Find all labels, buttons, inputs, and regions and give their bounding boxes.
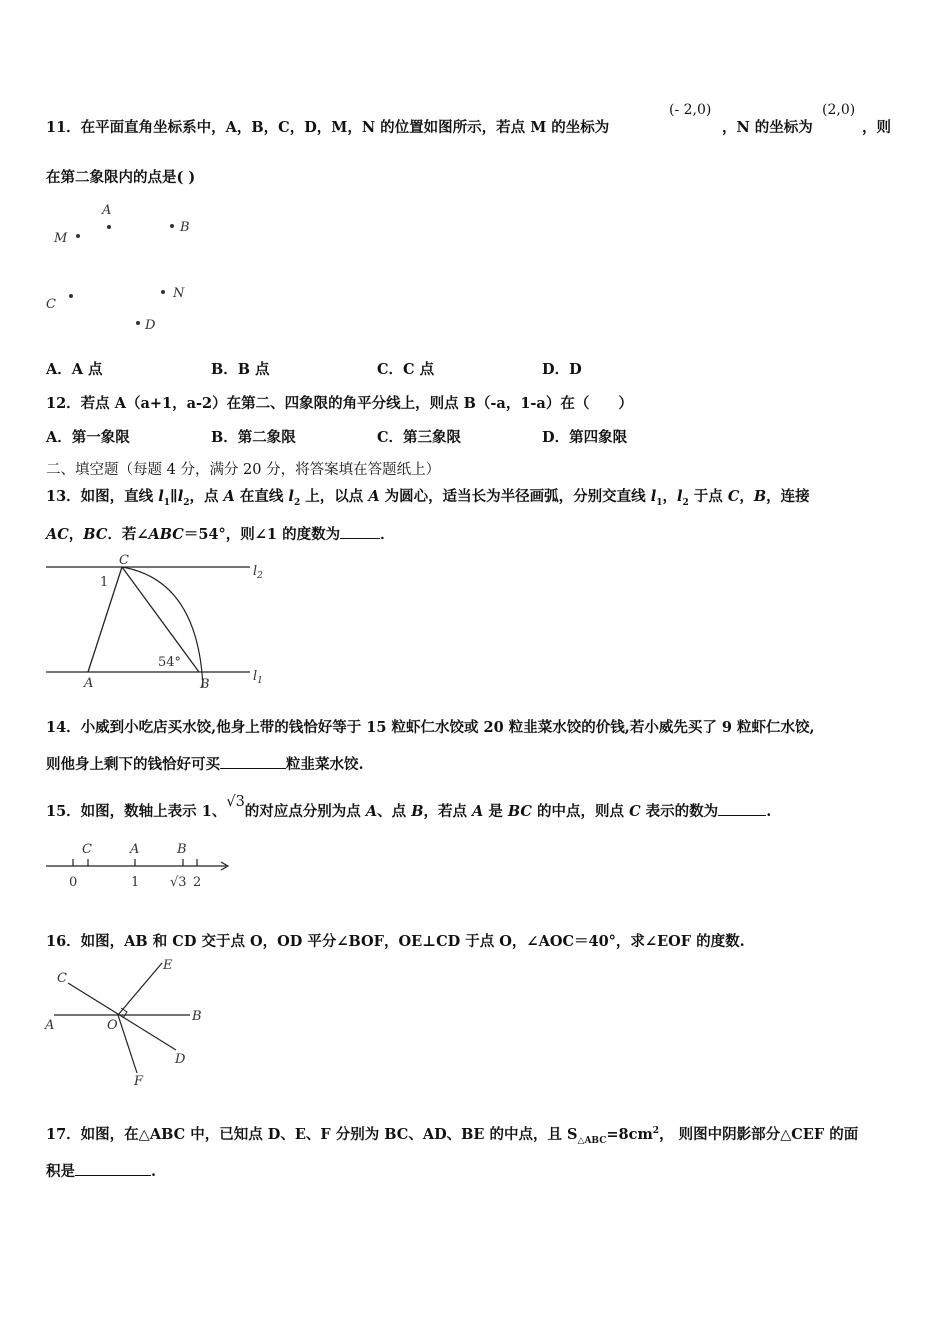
q16-ray-oe bbox=[118, 963, 162, 1015]
q11-label-b: B bbox=[180, 220, 190, 235]
q12-option-c[interactable]: C．第三象限 bbox=[377, 429, 462, 446]
q11-line1: 11．在平面直角坐标系中，A，B，C，D，M，N 的位置如图所示，若点 M 的坐标为 bbox=[46, 119, 610, 136]
q11-point-d bbox=[136, 321, 140, 325]
q13-figure bbox=[40, 552, 280, 697]
q11-label-c: C bbox=[46, 297, 56, 312]
q15-label-b: B bbox=[177, 842, 187, 857]
q12-option-b[interactable]: B．第二象限 bbox=[211, 429, 296, 446]
q13-line1: 13．如图，直线 $l_1\parallel l_2$，点 A 在直线 $l_2$ 上，以点 A 为圆心，适当长为半径画弧，分别交直线 $l_1$，$l_2$ 于点 C，B，连接 bbox=[46, 488, 810, 508]
q16-text: 16．如图，AB 和 CD 交于点 O，OD 平分∠BOF，OE⊥CD 于点 O，∠AOC＝40°，求∠EOF 的度数. bbox=[46, 933, 745, 950]
q17-answer-blank[interactable] bbox=[75, 1163, 151, 1176]
q16-label-e: E bbox=[163, 958, 173, 973]
q15-number-line bbox=[40, 838, 240, 893]
q14-answer-blank[interactable] bbox=[220, 756, 286, 769]
q15-label-0: 0 bbox=[69, 875, 78, 890]
q16-label-c: C bbox=[57, 971, 67, 986]
q15-label-c: C bbox=[82, 842, 92, 857]
q11-point-m bbox=[76, 234, 80, 238]
q11-option-b[interactable]: B．B 点 bbox=[211, 361, 270, 378]
q15-label-2: 2 bbox=[193, 875, 202, 890]
q16-figure bbox=[40, 955, 220, 1090]
q13-label-b: B bbox=[200, 677, 210, 692]
q13-label-l2: $l_2$ bbox=[253, 564, 263, 581]
q15-label-sqrt3: √3 bbox=[170, 875, 187, 890]
q11-line2: 在第二象限内的点是( ) bbox=[46, 169, 196, 186]
q11-point-b bbox=[170, 224, 174, 228]
q12-option-d[interactable]: D．第四象限 bbox=[542, 429, 628, 446]
q16-label-d: D bbox=[175, 1052, 186, 1067]
q11-label-d: D bbox=[145, 318, 156, 333]
q15-answer-blank[interactable] bbox=[718, 803, 766, 816]
q13-label-54: 54° bbox=[158, 655, 182, 670]
q15-label-a: A bbox=[130, 842, 140, 857]
q11-m-coord: (- 2,0) bbox=[669, 102, 712, 118]
q11-line1b: ，N 的坐标为 bbox=[722, 119, 813, 136]
q11-label-n: N bbox=[173, 286, 185, 301]
q11-option-d[interactable]: D．D bbox=[542, 361, 582, 378]
section-2-heading: 二、填空题（每题 4 分，满分 20 分，将答案填在答题纸上） bbox=[46, 462, 441, 478]
q14-line2: 则他身上剩下的钱恰好可买 粒韭菜水饺. bbox=[46, 756, 364, 773]
q12-text: 12．若点 A（a+1，a-2）在第二、四象限的角平分线上，则点 B（-a，1-a）在（ ） bbox=[46, 395, 633, 412]
q15-line: 15．如图，数轴上表示 1、√3的对应点分别为点 A、点 B，若点 A 是 BC 的中点，则点 C 表示的数为 . bbox=[46, 794, 772, 820]
q11-label-a: A bbox=[102, 203, 112, 218]
q16-label-a: A bbox=[45, 1018, 55, 1033]
q11-line1c: ，则 bbox=[862, 119, 891, 136]
q15-label-1: 1 bbox=[131, 875, 140, 890]
q11-figure bbox=[40, 195, 210, 340]
q17-line1: 17．如图，在△ABC 中，已知点 D、E、F 分别为 BC、AD、BE 的中点，且 $S_{\triangle ABC}=8cm^2$， 则图中阴影部分△CEF 的面 bbox=[46, 1126, 859, 1146]
q13-label-c: C bbox=[119, 553, 129, 568]
q16-label-f: F bbox=[134, 1074, 144, 1089]
q13-label-a: A bbox=[84, 676, 94, 691]
q16-label-o: O bbox=[107, 1018, 118, 1033]
q16-label-b: B bbox=[192, 1009, 202, 1024]
q12-option-a[interactable]: A．第一象限 bbox=[46, 429, 130, 446]
q13-line2: AC，BC．若∠ABC＝54°，则∠1 的度数为 ． bbox=[46, 526, 395, 543]
q11-point-a bbox=[107, 225, 111, 229]
q13-label-l1: $l_1$ bbox=[253, 669, 263, 686]
q11-label-m: M bbox=[54, 231, 68, 246]
q17-line2: 积是 . bbox=[46, 1163, 157, 1180]
q14-line1: 14．小威到小吃店买水饺,他身上带的钱恰好等于 15 粒虾仁水饺或 20 粒韭菜水饺的价钱,若小威先买了 9 粒虾仁水饺, bbox=[46, 719, 815, 736]
q13-label-angle1: 1 bbox=[100, 575, 109, 590]
q16-line-cd bbox=[68, 983, 176, 1050]
q13-answer-blank[interactable] bbox=[340, 526, 380, 539]
q11-point-n bbox=[161, 290, 165, 294]
q11-point-c bbox=[69, 294, 73, 298]
q11-n-coord: (2,0) bbox=[822, 102, 856, 118]
q11-option-a[interactable]: A．A 点 bbox=[46, 361, 103, 378]
q11-option-c[interactable]: C．C 点 bbox=[377, 361, 435, 378]
